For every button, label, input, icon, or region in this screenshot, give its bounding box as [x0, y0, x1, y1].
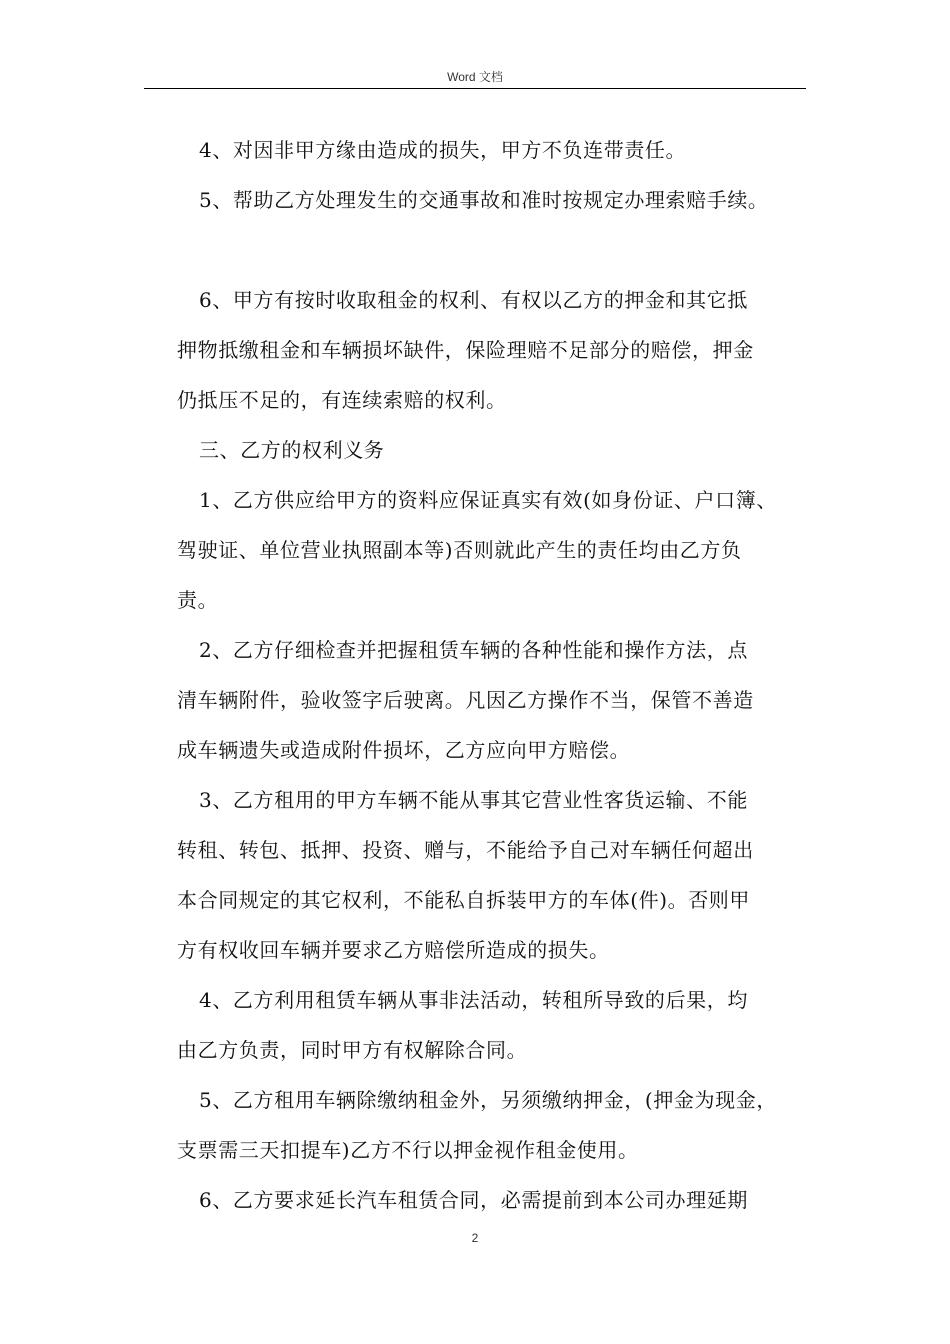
blank-line — [177, 225, 811, 275]
paragraph-line: 6、乙方要求延长汽车租赁合同，必需提前到本公司办理延期 — [199, 1188, 748, 1212]
paragraph-line: 3、乙方租用的甲方车辆不能从事其它营业性客货运输、不能 — [199, 788, 748, 812]
paragraph-line: 4、对因非甲方缘由造成的损失，甲方不负连带责任。 — [199, 138, 687, 162]
paragraph-line: 转租、转包、抵押、投资、赠与，不能给予自己对车辆任何超出 — [177, 838, 754, 862]
paragraph-line: 驾驶证、单位营业执照副本等)否则就此产生的责任均由乙方负 — [177, 538, 742, 562]
paragraph-line: 支票需三天扣提车)乙方不行以押金视作租金使用。 — [177, 1138, 639, 1162]
page-header: Word 文档 — [447, 70, 503, 84]
paragraph-line: 由乙方负责，同时甲方有权解除合同。 — [177, 1038, 528, 1062]
paragraph-line: 仍抵压不足的，有连续索赔的权利。 — [177, 388, 507, 412]
paragraph-line: 成车辆遗失或造成附件损坏，乙方应向甲方赔偿。 — [177, 738, 631, 762]
paragraph-line: 押物抵缴租金和车辆损坏缺件，保险理赔不足部分的赔偿，押金 — [177, 338, 754, 362]
paragraph-line: 本合同规定的其它权利，不能私自拆装甲方的车体(件)。否则甲 — [177, 888, 751, 912]
paragraph-line: 5、帮助乙方处理发生的交通事故和准时按规定办理索赔手续。 — [199, 188, 769, 212]
document-body — [177, 125, 811, 1225]
paragraph-line: 责。 — [177, 588, 219, 612]
paragraph-line: 6、甲方有按时收取租金的权利、有权以乙方的押金和其它抵 — [199, 288, 748, 312]
header-divider — [144, 88, 806, 89]
section-heading: 三、乙方的权利义务 — [199, 438, 385, 462]
paragraph-line: 清车辆附件，验收签字后驶离。凡因乙方操作不当，保管不善造 — [177, 688, 754, 712]
paragraph-line: 4、乙方利用租赁车辆从事非法活动，转租所导致的后果，均 — [199, 988, 748, 1012]
page-number: 2 — [471, 1231, 479, 1245]
paragraph-line: 2、乙方仔细检查并把握租赁车辆的各种性能和操作方法，点 — [199, 638, 748, 662]
paragraph-line: 方有权收回车辆并要求乙方赔偿所造成的损失。 — [177, 938, 610, 962]
paragraph-line: 1、乙方供应给甲方的资料应保证真实有效(如身份证、户口簿、 — [199, 488, 777, 512]
paragraph-line: 5、乙方租用车辆除缴纳租金外，另须缴纳押金，(押金为现金， — [199, 1088, 777, 1112]
